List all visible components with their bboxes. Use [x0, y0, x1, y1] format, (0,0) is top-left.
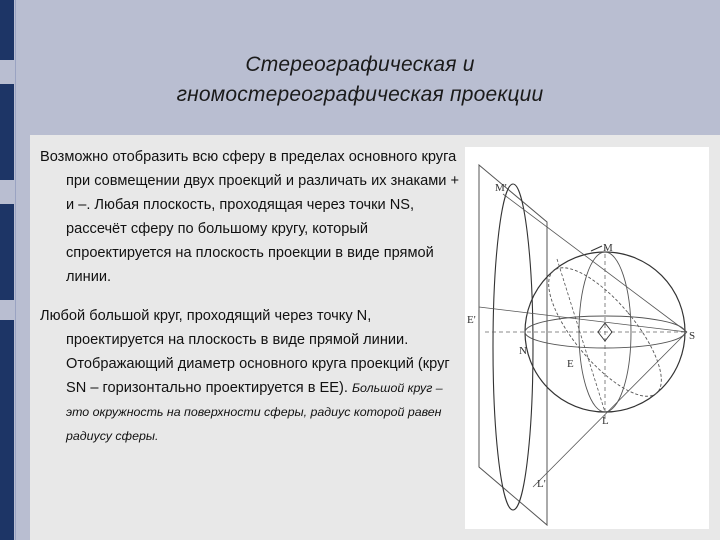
- left-accent-line: [15, 0, 16, 540]
- label-e-prime: E': [467, 314, 476, 326]
- label-m: M: [603, 242, 613, 254]
- label-s: S: [689, 330, 696, 342]
- left-accent-bar: [0, 204, 14, 300]
- projecting-ray: [533, 332, 687, 487]
- label-n: N: [519, 345, 527, 357]
- label-l-prime: L': [537, 478, 546, 490]
- left-accent-bar: [0, 0, 14, 60]
- arrow-m: [591, 246, 602, 251]
- paragraph-2: [40, 304, 460, 448]
- label-m-prime: M': [495, 182, 507, 194]
- content-panel: [30, 135, 720, 540]
- label-e: E: [567, 358, 574, 370]
- projecting-ray: [557, 259, 605, 412]
- projection-diagram: [465, 147, 709, 529]
- left-accent-bar: [0, 84, 14, 180]
- slide-title: [40, 50, 680, 110]
- paragraph-1: Возможно отобразить всю сферу в пределах основного круга при совмещении двух проекций и различать их знаками + и –. Любая плоскость, проходящая через точки NS, рассечёт сферу по большому кругу, который спроектируется на плоскость проекции в виде прямой линии.: [40, 149, 460, 285]
- left-accent-bar: [0, 320, 14, 540]
- paragraph-2-note: Большой круг – это окружность на поверхности сферы, радиус которой равен радиусу сферы.: [66, 381, 443, 443]
- paragraph-2-text: Любой большой круг, проходящий через точку N, проектируется на плоскость в виде прямой линии. Отображающий диаметр основного круга проекций (круг SN – горизонтально проектируется в EE).: [40, 308, 450, 396]
- title-line-2: гномостереографическая проекции: [176, 83, 544, 106]
- projection-diagram-svg: [465, 147, 709, 529]
- label-l: L: [602, 415, 609, 427]
- title-line-1: Стереографическая и: [245, 53, 475, 76]
- text-column: [40, 145, 460, 448]
